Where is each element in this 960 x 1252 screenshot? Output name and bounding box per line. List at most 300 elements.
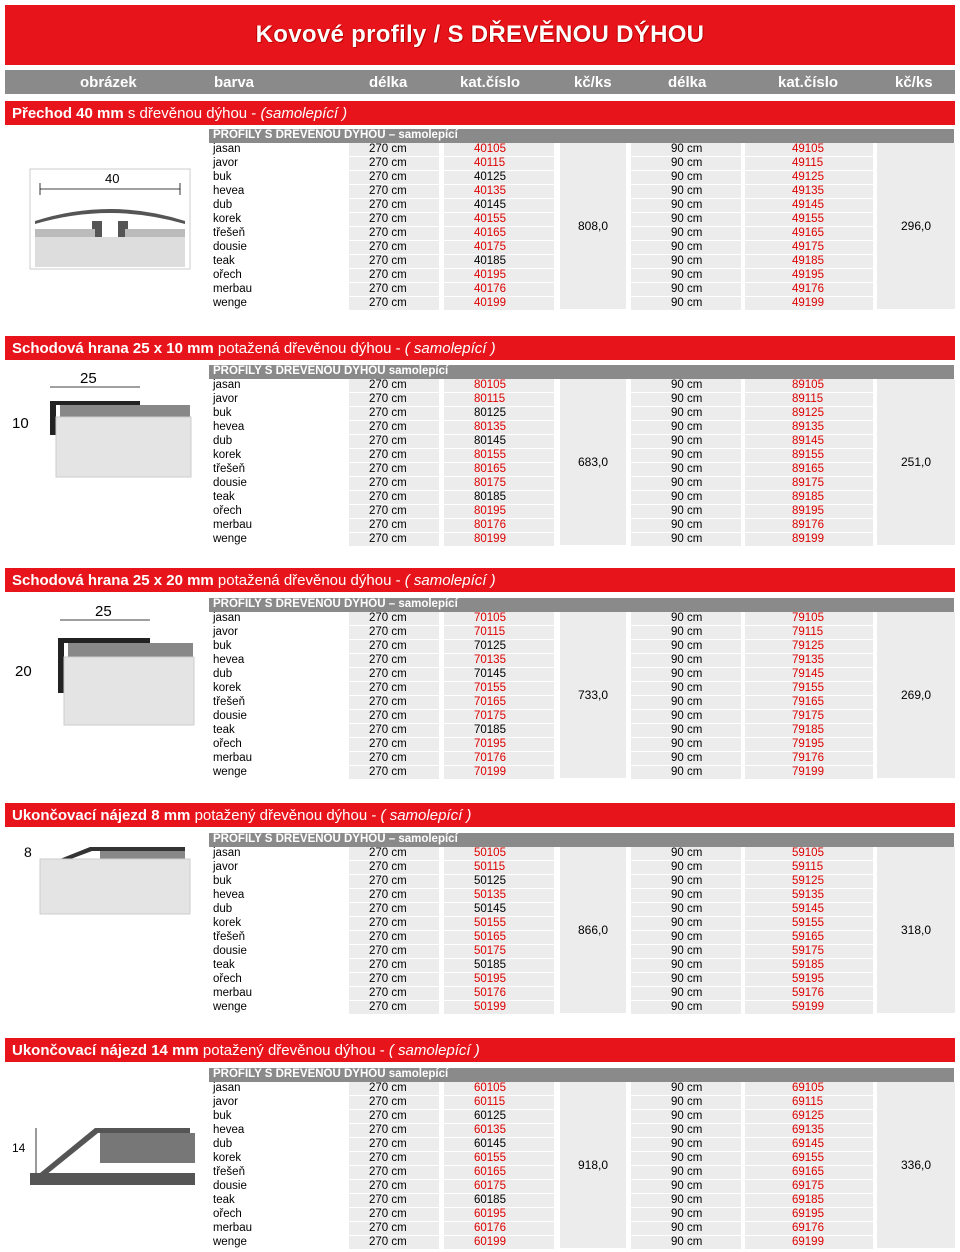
catalog-number-2: 89175 (745, 477, 873, 490)
length-1: 270 cm (349, 407, 439, 420)
length-1: 270 cm (349, 199, 439, 212)
price-2: 269,0 (877, 612, 955, 778)
color-name: javor (213, 861, 238, 873)
table-row (0, 1180, 960, 1193)
dimension-label-width: 25 (95, 603, 112, 620)
color-name: dub (213, 903, 233, 915)
color-name: ořech (213, 505, 242, 517)
catalog-number-1: 60105 (444, 1082, 554, 1095)
dimension-label-height: 14 (12, 1141, 26, 1155)
catalog-number-2: 59165 (745, 931, 873, 944)
table-row (0, 973, 960, 986)
length-1: 270 cm (349, 917, 439, 930)
color-name: hevea (213, 421, 245, 433)
length-1: 270 cm (349, 1001, 439, 1014)
catalog-number-2: 49155 (745, 213, 873, 226)
catalog-number-2: 69199 (745, 1236, 873, 1249)
color-name: merbau (213, 987, 252, 999)
color-name: buk (213, 1110, 232, 1122)
color-name: dub (213, 1138, 233, 1150)
catalog-number-2: 89135 (745, 421, 873, 434)
length-1: 270 cm (349, 682, 439, 695)
length-2: 90 cm (631, 640, 741, 653)
length-2: 90 cm (631, 1138, 741, 1151)
catalog-number-1: 40165 (444, 227, 554, 240)
price-1: 866,0 (560, 847, 626, 1013)
catalog-number-2: 69155 (745, 1152, 873, 1165)
table-row (0, 724, 960, 737)
catalog-number-2: 49165 (745, 227, 873, 240)
length-2: 90 cm (631, 1236, 741, 1249)
length-1: 270 cm (349, 1152, 439, 1165)
length-1: 270 cm (349, 1180, 439, 1193)
catalog-number-1: 80165 (444, 463, 554, 476)
catalog-number-2: 69195 (745, 1208, 873, 1221)
catalog-number-1: 40155 (444, 213, 554, 226)
section-title-text: potažená dřevěnou dýhou - (213, 340, 405, 357)
catalog-number-2: 89155 (745, 449, 873, 462)
catalog-number-1: 70176 (444, 752, 554, 765)
length-1: 270 cm (349, 491, 439, 504)
catalog-number-1: 70145 (444, 668, 554, 681)
length-1: 270 cm (349, 171, 439, 184)
length-1: 270 cm (349, 724, 439, 737)
table-row (0, 297, 960, 310)
catalog-number-2: 49195 (745, 269, 873, 282)
length-2: 90 cm (631, 903, 741, 916)
catalog-number-1: 50185 (444, 959, 554, 972)
section-subheader-text: PROFILY S DŘEVĚNOU DÝHOU samolepící (213, 365, 449, 377)
length-2: 90 cm (631, 752, 741, 765)
length-2: 90 cm (631, 861, 741, 874)
color-name: buk (213, 640, 232, 652)
length-2: 90 cm (631, 682, 741, 695)
color-name: hevea (213, 185, 245, 197)
color-name: korek (213, 917, 242, 929)
catalog-number-1: 80195 (444, 505, 554, 518)
section-title-bold: Ukončovací nájezd 14 mm (12, 1042, 199, 1059)
length-1: 270 cm (349, 1208, 439, 1221)
length-2: 90 cm (631, 241, 741, 254)
length-2: 90 cm (631, 1082, 741, 1095)
length-2: 90 cm (631, 533, 741, 546)
catalog-number-1: 40176 (444, 283, 554, 296)
catalog-number-1: 60185 (444, 1194, 554, 1207)
col-header-color: barva (214, 74, 255, 91)
section-title (12, 105, 347, 122)
table-row (0, 393, 960, 406)
color-name: teak (213, 491, 235, 503)
color-name: třešeň (213, 227, 245, 239)
price-1: 733,0 (560, 612, 626, 778)
length-2: 90 cm (631, 393, 741, 406)
catalog-number-1: 80199 (444, 533, 554, 546)
col-header-length-1: délka (369, 74, 408, 91)
catalog-number-2: 79105 (745, 612, 873, 625)
col-header-price-2: kč/ks (895, 74, 933, 91)
catalog-number-2: 89199 (745, 533, 873, 546)
length-1: 270 cm (349, 1236, 439, 1249)
length-1: 270 cm (349, 861, 439, 874)
catalog-number-2: 49135 (745, 185, 873, 198)
color-name: merbau (213, 752, 252, 764)
length-1: 270 cm (349, 297, 439, 310)
color-name: korek (213, 1152, 242, 1164)
catalog-number-1: 70199 (444, 766, 554, 779)
length-1: 270 cm (349, 987, 439, 1000)
length-2: 90 cm (631, 407, 741, 420)
catalog-number-2: 89105 (745, 379, 873, 392)
length-1: 270 cm (349, 533, 439, 546)
catalog-number-2: 59135 (745, 889, 873, 902)
color-name: merbau (213, 1222, 252, 1234)
table-row (0, 696, 960, 709)
section-title-text: s dřevěnou dýhou - (123, 105, 261, 122)
section-subheader-text: PROFILY S DŘEVĚNOU DÝHOU – samolepící (213, 833, 458, 845)
color-name: buk (213, 171, 232, 183)
catalog-number-2: 79195 (745, 738, 873, 751)
price-1: 683,0 (560, 379, 626, 545)
table-row (0, 241, 960, 254)
length-2: 90 cm (631, 491, 741, 504)
catalog-number-1: 40145 (444, 199, 554, 212)
length-1: 270 cm (349, 393, 439, 406)
catalog-number-2: 79115 (745, 626, 873, 639)
length-1: 270 cm (349, 668, 439, 681)
color-name: ořech (213, 1208, 242, 1220)
catalog-number-2: 49105 (745, 143, 873, 156)
color-name: wenge (213, 533, 247, 545)
table-row (0, 1138, 960, 1151)
catalog-number-2: 59125 (745, 875, 873, 888)
catalog-number-1: 60175 (444, 1180, 554, 1193)
catalog-number-2: 79155 (745, 682, 873, 695)
length-1: 270 cm (349, 379, 439, 392)
color-name: javor (213, 1096, 238, 1108)
catalog-number-1: 60165 (444, 1166, 554, 1179)
length-2: 90 cm (631, 945, 741, 958)
catalog-number-2: 89125 (745, 407, 873, 420)
catalog-number-1: 70135 (444, 654, 554, 667)
catalog-number-2: 69165 (745, 1166, 873, 1179)
color-name: wenge (213, 1001, 247, 1013)
table-row (0, 1096, 960, 1109)
color-name: hevea (213, 1124, 245, 1136)
catalog-number-1: 80115 (444, 393, 554, 406)
catalog-number-1: 60199 (444, 1236, 554, 1249)
catalog-number-2: 49125 (745, 171, 873, 184)
color-name: buk (213, 875, 232, 887)
catalog-number-2: 89165 (745, 463, 873, 476)
col-header-price-1: kč/ks (574, 74, 612, 91)
section-title-bold: Ukončovací nájezd 8 mm (12, 807, 191, 824)
length-2: 90 cm (631, 1152, 741, 1165)
section-title-italic: (samolepící ) (260, 105, 348, 122)
section-title-italic: ( samolepící ) (404, 572, 496, 589)
section-title-text: potažená dřevěnou dýhou - (213, 572, 405, 589)
section-title (12, 340, 496, 357)
color-name: ořech (213, 269, 242, 281)
table-row (0, 1110, 960, 1123)
color-name: teak (213, 724, 235, 736)
length-2: 90 cm (631, 959, 741, 972)
dimension-label-height: 8 (24, 844, 32, 860)
catalog-number-1: 70175 (444, 710, 554, 723)
color-name: javor (213, 157, 238, 169)
section-subheader (209, 833, 954, 847)
catalog-number-1: 80175 (444, 477, 554, 490)
table-row (0, 668, 960, 681)
catalog-number-2: 79165 (745, 696, 873, 709)
price-1: 918,0 (560, 1082, 626, 1248)
color-name: dub (213, 199, 233, 211)
color-name: jasan (213, 847, 241, 859)
catalog-number-2: 69145 (745, 1138, 873, 1151)
length-2: 90 cm (631, 519, 741, 532)
length-2: 90 cm (631, 654, 741, 667)
catalog-number-1: 40175 (444, 241, 554, 254)
catalog-number-2: 59155 (745, 917, 873, 930)
length-1: 270 cm (349, 1110, 439, 1123)
table-row (0, 269, 960, 282)
color-name: třešeň (213, 931, 245, 943)
catalog-number-1: 80185 (444, 491, 554, 504)
table-row (0, 847, 960, 860)
color-name: ořech (213, 738, 242, 750)
table-row (0, 766, 960, 779)
length-2: 90 cm (631, 227, 741, 240)
table-row (0, 185, 960, 198)
catalog-number-1: 60115 (444, 1096, 554, 1109)
catalog-number-1: 70185 (444, 724, 554, 737)
length-2: 90 cm (631, 766, 741, 779)
length-2: 90 cm (631, 987, 741, 1000)
color-name: dousie (213, 945, 247, 957)
catalog-number-2: 59175 (745, 945, 873, 958)
length-1: 270 cm (349, 847, 439, 860)
catalog-number-1: 50195 (444, 973, 554, 986)
length-2: 90 cm (631, 269, 741, 282)
section-title-italic: ( samolepící ) (404, 340, 496, 357)
table-row (0, 449, 960, 462)
section-title-bar (5, 568, 955, 592)
length-1: 270 cm (349, 738, 439, 751)
catalog-number-2: 79145 (745, 668, 873, 681)
catalog-number-2: 59199 (745, 1001, 873, 1014)
table-row (0, 143, 960, 156)
table-row (0, 710, 960, 723)
catalog-number-2: 59195 (745, 973, 873, 986)
color-name: třešeň (213, 1166, 245, 1178)
col-header-length-2: délka (668, 74, 707, 91)
table-row (0, 157, 960, 170)
length-1: 270 cm (349, 612, 439, 625)
length-2: 90 cm (631, 255, 741, 268)
catalog-number-2: 79135 (745, 654, 873, 667)
length-1: 270 cm (349, 903, 439, 916)
catalog-number-1: 60155 (444, 1152, 554, 1165)
table-row (0, 213, 960, 226)
length-2: 90 cm (631, 477, 741, 490)
length-1: 270 cm (349, 283, 439, 296)
catalog-number-2: 49175 (745, 241, 873, 254)
catalog-number-1: 80105 (444, 379, 554, 392)
length-2: 90 cm (631, 1208, 741, 1221)
section-title-bar (5, 336, 955, 360)
length-2: 90 cm (631, 421, 741, 434)
color-name: teak (213, 959, 235, 971)
length-1: 270 cm (349, 875, 439, 888)
table-row (0, 463, 960, 476)
length-1: 270 cm (349, 463, 439, 476)
length-2: 90 cm (631, 1110, 741, 1123)
catalog-number-1: 70195 (444, 738, 554, 751)
length-2: 90 cm (631, 283, 741, 296)
section-title-italic: ( samolepící ) (388, 1042, 480, 1059)
price-1: 808,0 (560, 143, 626, 309)
section-subheader (209, 1068, 954, 1082)
table-row (0, 1124, 960, 1137)
section-title-italic: ( samolepící ) (380, 807, 472, 824)
section-subheader-text: PROFILY S DŘEVĚNOU DÝHOU – samolepící (213, 129, 458, 141)
table-row (0, 861, 960, 874)
section-subheader-text: PROFILY S DŘEVĚNOU DÝHOU samolepící (213, 1068, 449, 1080)
dimension-label: 40 (105, 171, 120, 186)
catalog-number-1: 50176 (444, 987, 554, 1000)
catalog-number-2: 59105 (745, 847, 873, 860)
catalog-number-1: 80155 (444, 449, 554, 462)
table-row (0, 1082, 960, 1095)
color-name: dub (213, 435, 233, 447)
color-name: buk (213, 407, 232, 419)
dimension-label-height: 10 (12, 415, 29, 432)
table-row (0, 626, 960, 639)
table-row (0, 505, 960, 518)
length-1: 270 cm (349, 1138, 439, 1151)
catalog-number-1: 50125 (444, 875, 554, 888)
table-row (0, 407, 960, 420)
length-1: 270 cm (349, 1194, 439, 1207)
catalog-number-1: 80135 (444, 421, 554, 434)
length-1: 270 cm (349, 1096, 439, 1109)
catalog-number-1: 50199 (444, 1001, 554, 1014)
length-2: 90 cm (631, 449, 741, 462)
color-name: merbau (213, 519, 252, 531)
color-name: merbau (213, 283, 252, 295)
catalog-number-2: 59115 (745, 861, 873, 874)
catalog-number-2: 69175 (745, 1180, 873, 1193)
catalog-number-1: 50135 (444, 889, 554, 902)
table-row (0, 199, 960, 212)
color-name: jasan (213, 379, 241, 391)
catalog-number-2: 89185 (745, 491, 873, 504)
table-row (0, 875, 960, 888)
section-title-bold: Přechod 40 mm (12, 105, 124, 122)
catalog-number-2: 69176 (745, 1222, 873, 1235)
catalog-number-1: 80176 (444, 519, 554, 532)
length-1: 270 cm (349, 640, 439, 653)
catalog-number-1: 50145 (444, 903, 554, 916)
color-name: korek (213, 213, 242, 225)
catalog-number-1: 40125 (444, 171, 554, 184)
catalog-number-1: 80145 (444, 435, 554, 448)
color-name: korek (213, 682, 242, 694)
table-row (0, 1194, 960, 1207)
catalog-number-1: 60176 (444, 1222, 554, 1235)
length-2: 90 cm (631, 435, 741, 448)
color-name: wenge (213, 1236, 247, 1248)
length-2: 90 cm (631, 1124, 741, 1137)
column-header-bar (5, 70, 955, 94)
section-title-text: potažený dřevěnou dýhou - (198, 1042, 389, 1059)
catalog-number-2: 59176 (745, 987, 873, 1000)
length-1: 270 cm (349, 626, 439, 639)
catalog-number-1: 40199 (444, 297, 554, 310)
length-2: 90 cm (631, 1180, 741, 1193)
length-2: 90 cm (631, 1166, 741, 1179)
catalog-number-2: 79185 (745, 724, 873, 737)
catalog-number-2: 79175 (745, 710, 873, 723)
table-row (0, 171, 960, 184)
length-1: 270 cm (349, 654, 439, 667)
table-row (0, 477, 960, 490)
price-2: 336,0 (877, 1082, 955, 1248)
length-1: 270 cm (349, 477, 439, 490)
length-1: 270 cm (349, 157, 439, 170)
length-2: 90 cm (631, 1096, 741, 1109)
color-name: hevea (213, 889, 245, 901)
table-row (0, 931, 960, 944)
catalog-number-2: 89195 (745, 505, 873, 518)
title-banner (5, 5, 955, 65)
section-title-bold: Schodová hrana 25 x 10 mm (12, 340, 214, 357)
length-1: 270 cm (349, 945, 439, 958)
catalog-number-1: 40105 (444, 143, 554, 156)
col-header-cat-2: kat.číslo (778, 74, 839, 91)
catalog-number-1: 70125 (444, 640, 554, 653)
color-name: dousie (213, 477, 247, 489)
catalog-number-1: 80125 (444, 407, 554, 420)
col-header-cat-1: kat.číslo (460, 74, 521, 91)
dimension-label-height: 20 (15, 663, 32, 680)
catalog-number-2: 69135 (745, 1124, 873, 1137)
section-title-bar (5, 1038, 955, 1062)
color-name: javor (213, 393, 238, 405)
length-2: 90 cm (631, 738, 741, 751)
table-row (0, 987, 960, 1000)
section-title-bar (5, 101, 955, 125)
length-2: 90 cm (631, 696, 741, 709)
catalog-number-1: 50165 (444, 931, 554, 944)
table-row (0, 889, 960, 902)
catalog-number-2: 89115 (745, 393, 873, 406)
table-row (0, 738, 960, 751)
length-1: 270 cm (349, 696, 439, 709)
table-row (0, 682, 960, 695)
color-name: třešeň (213, 463, 245, 475)
length-2: 90 cm (631, 185, 741, 198)
catalog-number-1: 70165 (444, 696, 554, 709)
length-1: 270 cm (349, 449, 439, 462)
catalog-number-2: 49145 (745, 199, 873, 212)
length-1: 270 cm (349, 519, 439, 532)
length-1: 270 cm (349, 959, 439, 972)
table-row (0, 519, 960, 532)
table-row (0, 654, 960, 667)
length-1: 270 cm (349, 1222, 439, 1235)
catalog-number-2: 69125 (745, 1110, 873, 1123)
catalog-number-1: 40195 (444, 269, 554, 282)
